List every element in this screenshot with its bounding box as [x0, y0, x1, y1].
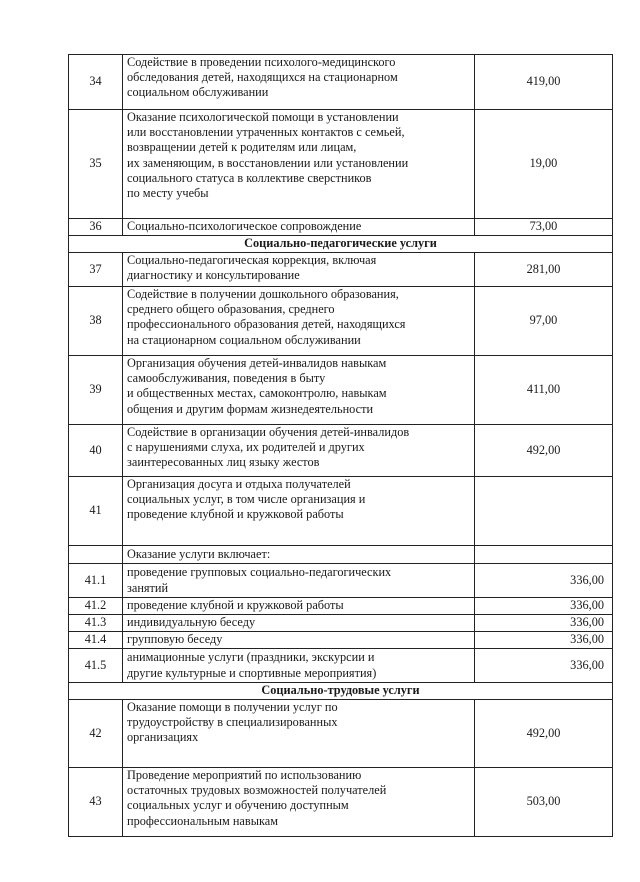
service-name: Содействие в организации обучения детей-инвалидов с нарушениями слуха, их родителей и других заинтересованных лиц языку жестов	[123, 425, 475, 477]
row-number: 42	[69, 700, 123, 768]
table-row	[69, 287, 613, 356]
service-name: индивидуальную беседу	[123, 615, 475, 632]
services-table-body	[69, 55, 613, 837]
section-title: Социально-педагогические услуги	[69, 236, 613, 253]
service-price: 97,00	[475, 287, 613, 356]
row-number	[69, 546, 123, 564]
table-row	[69, 700, 613, 768]
service-price: 503,00	[475, 768, 613, 837]
row-number: 37	[69, 253, 123, 287]
row-number: 41.4	[69, 632, 123, 649]
service-price: 492,00	[475, 425, 613, 477]
service-price: 336,00	[475, 649, 613, 683]
service-name: анимационные услуги (праздники, экскурсии и другие культурные и спортивные мероприятия)	[123, 649, 475, 683]
table-row	[69, 425, 613, 477]
service-name: проведение групповых социально-педагогических занятий	[123, 564, 475, 598]
service-price	[475, 477, 613, 546]
service-price: 492,00	[475, 700, 613, 768]
service-price: 281,00	[475, 253, 613, 287]
service-name: Организация обучения детей-инвалидов навыкам самообслуживания, поведения в быту и общественных местах, самоконтролю, навыкам общения и другим формам жизнедеятельности	[123, 356, 475, 425]
service-price: 336,00	[475, 615, 613, 632]
service-price: 419,00	[475, 55, 613, 110]
service-price: 336,00	[475, 598, 613, 615]
table-row	[69, 253, 613, 287]
table-row	[69, 477, 613, 546]
service-price: 19,00	[475, 110, 613, 219]
table-subrow	[69, 564, 613, 598]
service-name: Оказание услуги включает:	[123, 546, 475, 564]
row-number: 38	[69, 287, 123, 356]
service-price: 73,00	[475, 219, 613, 236]
row-number: 43	[69, 768, 123, 837]
services-table	[68, 54, 613, 837]
row-number: 40	[69, 425, 123, 477]
service-name: Проведение мероприятий по использованию остаточных трудовых возможностей получателей социальных услуг и обучению доступным профессиональным навыкам	[123, 768, 475, 837]
service-name: проведение клубной и кружковой работы	[123, 598, 475, 615]
section-header-row	[69, 683, 613, 700]
service-price: 336,00	[475, 564, 613, 598]
service-name: Оказание психологической помощи в установлении или восстановлении утраченных контактов с семьей, возвращении детей к родителям или лицам, их заменяющим, в восстановлении или установлении социального статуса в коллективе сверстников по месту учебы	[123, 110, 475, 219]
table-row	[69, 110, 613, 219]
service-price: 336,00	[475, 632, 613, 649]
row-number: 41.1	[69, 564, 123, 598]
row-number: 41.3	[69, 615, 123, 632]
service-name: Социально-педагогическая коррекция, включая диагностику и консультирование	[123, 253, 475, 287]
row-number: 41.2	[69, 598, 123, 615]
table-subrow	[69, 649, 613, 683]
table-subrow	[69, 615, 613, 632]
service-name: Социально-психологическое сопровождение	[123, 219, 475, 236]
row-number: 41.5	[69, 649, 123, 683]
service-name: Организация досуга и отдыха получателей социальных услуг, в том числе организация и проведение клубной и кружковой работы	[123, 477, 475, 546]
service-name: Оказание помощи в получении услуг по трудоустройству в специализированных организациях	[123, 700, 475, 768]
service-price: 411,00	[475, 356, 613, 425]
table-row	[69, 219, 613, 236]
table-subrow	[69, 632, 613, 649]
service-name: Содействие в получении дошкольного образования, среднего общего образования, среднего профессионального образования детей, находящихся на стационарном социальном обслуживании	[123, 287, 475, 356]
service-price	[475, 546, 613, 564]
row-number: 36	[69, 219, 123, 236]
section-header-row	[69, 236, 613, 253]
table-subrow	[69, 598, 613, 615]
row-number: 35	[69, 110, 123, 219]
service-name: групповую беседу	[123, 632, 475, 649]
table-row	[69, 356, 613, 425]
table-row	[69, 768, 613, 837]
service-name: Содействие в проведении психолого-медицинского обследования детей, находящихся на стационарном социальном обслуживании	[123, 55, 475, 110]
row-number: 34	[69, 55, 123, 110]
table-row	[69, 55, 613, 110]
section-title: Социально-трудовые услуги	[69, 683, 613, 700]
row-number: 41	[69, 477, 123, 546]
table-row	[69, 546, 613, 564]
row-number: 39	[69, 356, 123, 425]
